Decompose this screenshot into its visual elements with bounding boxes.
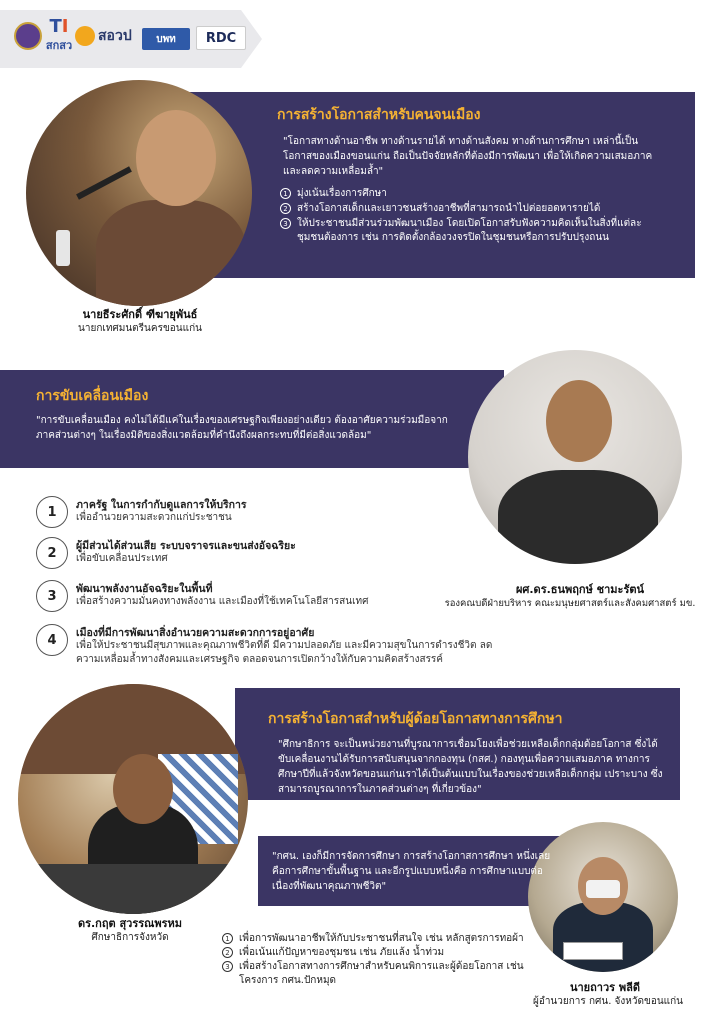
list-item: 3 เพื่อสร้างโอกาสทางการศึกษาสำหรับคนพิการและผู้ด้อยโอกาส เช่น โครงการ กศน.ปักหมุด [222, 960, 542, 988]
uwn-logo: บพท [142, 28, 190, 50]
list-item: 1 เพื่อการพัฒนาอาชีพให้กับประชาชนที่สนใจ เช่น หลักสูตรการทอผ้า [222, 932, 542, 946]
section3-person-name: ดร.กฤต สุวรรณพรหม [77, 917, 183, 930]
section2-title: การขับเคลื่อนเมือง [36, 388, 149, 404]
sakhon-logo: TI สกสว [45, 16, 73, 52]
section1-list [280, 187, 680, 246]
section4-person-name: นายถาวร พลีดี [569, 981, 641, 994]
section2-person-role: รองคณบดีฝ่ายบริหาร คณะมนุษยศาสตร์และสังคมศาสตร์ มข. [444, 598, 696, 609]
person-head [113, 754, 173, 824]
section2-item: 1 ภาครัฐ ในการกำกับดูแลการให้บริการ เพื่ออำนวยความสะดวกแก่ประชาชน [36, 496, 476, 528]
person-head [546, 380, 612, 462]
section2-item: 4 เมืองที่มีการพัฒนาสิ่งอำนวยความสะดวกการอยู่อาศัย เพื่อให้ประชาชนมีสุขภาพและคุณภาพชีวิตที่ดี มีความปลอดภัย และมีความสุขในการดำรงชีวิต ลดความเหลื่อมล้ำทางสังคมและเศรษฐกิจ ตลอดจนการเปิดกว้างให้กับความคิดสร้างสรรค์ [36, 624, 476, 668]
person-body [96, 200, 246, 306]
section4-person-role: ผู้อำนวยการ กศน. จังหวัดขอนแก่น [532, 996, 684, 1007]
list-item: 2 สร้างโอกาสเด็กและเยาวชนสร้างอาชีพที่สามารถนำไปต่อยอดหารายได้ [280, 202, 680, 216]
section2-item: 2 ผู้มีส่วนได้ส่วนเสีย ระบบจราจรและขนส่งอัจฉริยะ เพื่อขับเคลื่อนประเทศ [36, 537, 476, 569]
section1-person-role: นายกเทศมนตรีนครขอนแก่น [78, 323, 202, 334]
sao-logo-text: สอวป [98, 28, 132, 44]
seal-logo [14, 22, 42, 50]
person-head [136, 110, 216, 206]
section4-quote: "กศน. เองก็มีการจัดการศึกษา การสร้างโอกาสการศึกษา หนึ่งเลยคือการศึกษาขั้นพื้นฐาน และอีกรูปแบบหนึ่งคือ การศึกษาแบบต่อเนื่องที่พัฒนาคุณภาพชีวิต" [272, 851, 551, 892]
section3-photo [18, 684, 248, 914]
section4-list [222, 932, 542, 988]
name-plate [563, 942, 623, 960]
list-item: 2 เพื่อเน้นแก้ปัญหาของชุมชน เช่น ภัยแล้ง น้ำท่วม [222, 946, 542, 960]
section4-photo [528, 822, 678, 972]
section1-quote: "โอกาสทางด้านอาชีพ ทางด้านรายได้ ทางด้านสังคม ทางด้านการศึกษา เหล่านี้เป็นโอกาสของเมืองขอนแก่น ถือเป็นปัจจัยหลักที่ต้องมีการพัฒนา เพื่อให้เกิดความเสมอภาค และลดความเหลื่อมล้ำ" [283, 136, 653, 177]
list-item: 1 มุ่งเน้นเรื่องการศึกษา [280, 187, 680, 201]
section3-person-role: ศึกษาธิการจังหวัด [91, 932, 169, 943]
list-item: 3 ให้ประชาชนมีส่วนร่วมพัฒนาเมือง โดยเปิดโอกาสรับฟังความคิดเห็นในสิ่งที่แต่ละชุมชนต้องการ เช่น การติดตั้งกล้องวงจรปิดในชุมชนหรือการปรับปรุงถนน [280, 217, 680, 245]
rdc-logo: RDC [196, 26, 246, 50]
section1-person-name: นายธีระศักดิ์ ฑีฆายุพันธ์ [82, 308, 198, 321]
sao-logo [75, 18, 135, 54]
water-bottle [56, 230, 70, 266]
face-mask [586, 880, 620, 898]
person-body [498, 470, 658, 564]
section3-quote: "ศึกษาธิการ จะเป็นหน่วยงานที่บูรณาการเชื่อมโยงเพื่อช่วยเหลือเด็กกลุ่มด้อยโอกาส ซึ่งได้ขับเคลื่อนงานได้รับการสนับสนุนจากกองทุน (กสศ.) กองทุนเพื่อความเสมอภาค ทางการศึกษาปีที่แล้วจังหวัดขอนแก่นเราได้เป็นต้นแบบในเรื่องของช่วยเหลือเด็กกลุ่ม เปราะบาง ซึ่งสามารถบูรณาการในภาคส่วนต่างๆ ที่เกี่ยวข้อง" [278, 739, 663, 795]
section3-title: การสร้างโอกาสสำหรับผู้ด้อยโอกาสทางการศึกษา [268, 711, 563, 727]
section2-item: 3 พัฒนาพลังงานอัจฉริยะในพื้นที่ เพื่อสร้างความมั่นคงทางพลังงาน และเมืองที่ใช้เทคโนโลยีสารสนเทศ [36, 580, 476, 612]
section1-title: การสร้างโอกาสสำหรับคนจนเมือง [277, 107, 481, 123]
section2-quote: "การขับเคลื่อนเมือง คงไม่ได้มีแค่ในเรื่องของเศรษฐกิจเพียงอย่างเดียว ต้องอาศัยความร่วมมือจากภาคส่วนต่างๆ ในเรื่องมิติของสิ่งแวดล้อมที่คำนึงถึงผลกระทบที่มีต่อสิ่งแวดล้อม" [36, 415, 448, 441]
section1-photo [26, 80, 252, 306]
sao-logo-mark [75, 26, 95, 46]
table [18, 864, 248, 914]
sakhon-logo-text: สกสว [45, 39, 73, 52]
section2-photo [468, 350, 682, 564]
microphone [76, 166, 132, 199]
section2-person-name: ผศ.ดร.ธนพฤกษ์ ชามะรัตน์ [515, 583, 645, 596]
